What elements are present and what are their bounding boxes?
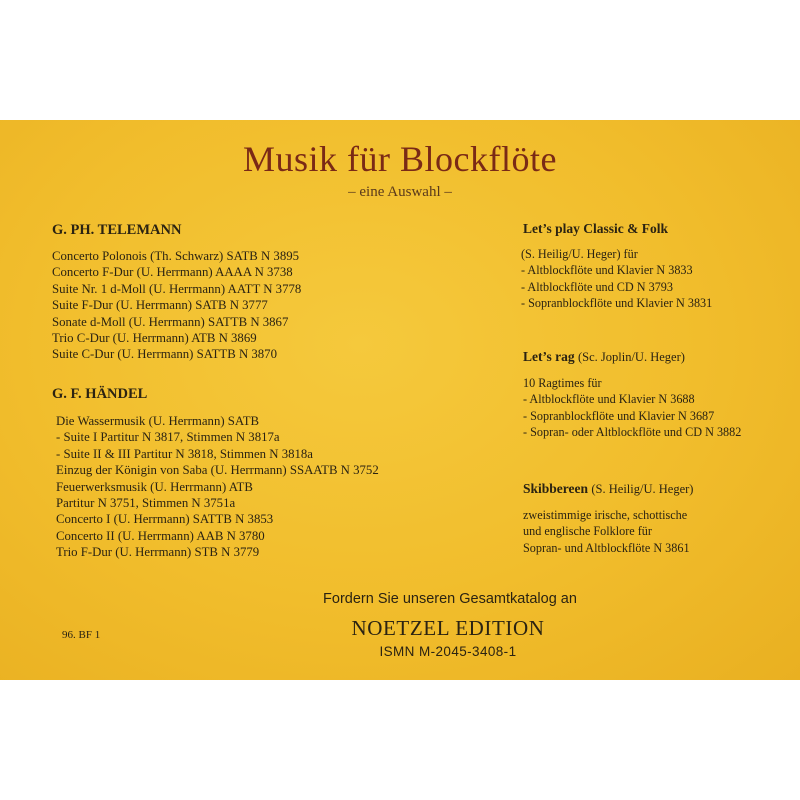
- list-item: - Suite I Partitur N 3817, Stimmen N 3817a: [56, 430, 280, 445]
- list-item: - Altblockflöte und CD N 3793: [521, 279, 673, 294]
- classic-folk-heading: Let’s play Classic & Folk: [523, 221, 668, 236]
- list-item: Concerto F-Dur (U. Herrmann) AAAA N 3738: [52, 265, 293, 280]
- list-item: Sopran- und Altblockflöte N 3861: [523, 540, 690, 555]
- list-item: Sonate d-Moll (U. Herrmann) SATTB N 3867: [52, 314, 289, 329]
- list-item: Trio F-Dur (U. Herrmann) STB N 3779: [56, 545, 260, 560]
- haendel-list: [56, 413, 379, 561]
- list-item: Concerto II (U. Herrmann) AAB N 3780: [56, 528, 265, 543]
- list-item: Trio C-Dur (U. Herrmann) ATB N 3869: [52, 331, 257, 346]
- list-item: Partitur N 3751, Stimmen N 3751a: [56, 496, 236, 511]
- rag-heading: [523, 349, 685, 365]
- skibbereen-authors: (S. Heilig/U. Heger): [591, 482, 694, 496]
- list-item: und englische Folklore für: [523, 524, 652, 539]
- list-item: - Sopran- oder Altblockflöte und CD N 3882: [523, 425, 742, 440]
- rag-authors: (Sc. Joplin/U. Heger): [577, 350, 685, 364]
- page-subtitle: – eine Auswahl –: [348, 184, 452, 200]
- haendel-heading: G. F. HÄNDEL: [52, 386, 148, 402]
- page-title: Musik für Blockflöte: [243, 139, 557, 179]
- list-item: Suite Nr. 1 d-Moll (U. Herrmann) AATT N 3778: [52, 281, 302, 296]
- list-item: - Altblockflöte und Klavier N 3688: [523, 392, 695, 407]
- publisher-name: NOETZEL EDITION: [351, 616, 545, 640]
- telemann-list: [52, 248, 301, 363]
- list-item: - Suite II & III Partitur N 3818, Stimmen N 3818a: [56, 446, 313, 461]
- list-item: 10 Ragtimes für: [523, 376, 602, 390]
- list-item: - Altblockflöte und Klavier N 3833: [521, 263, 693, 278]
- skibbereen-list: [523, 507, 690, 556]
- list-item: Die Wassermusik (U. Herrmann) SATB: [56, 414, 260, 428]
- skibbereen-title: Skibbereen: [523, 481, 589, 496]
- list-item: - Sopranblockflöte und Klavier N 3687: [523, 408, 715, 423]
- list-item: Suite F-Dur (U. Herrmann) SATB N 3777: [52, 298, 268, 313]
- list-item: - Sopranblockflöte und Klavier N 3831: [521, 296, 713, 311]
- list-item: Feuerwerksmusik (U. Herrmann) ATB: [56, 479, 253, 494]
- telemann-heading: G. PH. TELEMANN: [52, 222, 182, 238]
- rag-list: [523, 375, 741, 441]
- list-item: Suite C-Dur (U. Herrmann) SATTB N 3870: [52, 347, 277, 362]
- list-item: Concerto I (U. Herrmann) SATTB N 3853: [56, 512, 274, 527]
- list-item: (S. Heilig/U. Heger) für: [521, 247, 638, 261]
- list-item: Concerto Polonois (Th. Schwarz) SATB N 3895: [52, 249, 300, 263]
- catalog-request-text: Fordern Sie unseren Gesamtkatalog an: [323, 591, 577, 607]
- ismn-number: ISMN M-2045-3408-1: [379, 644, 517, 659]
- catalog-card: [0, 120, 800, 680]
- list-item: Einzug der Königin von Saba (U. Herrmann) SSAATB N 3752: [56, 463, 379, 478]
- rag-title: Let’s rag: [523, 349, 575, 364]
- list-item: zweistimmige irische, schottische: [523, 508, 688, 522]
- catalog-code: 96. BF 1: [62, 629, 101, 641]
- skibbereen-heading: [523, 481, 693, 497]
- classic-folk-list: [521, 246, 712, 312]
